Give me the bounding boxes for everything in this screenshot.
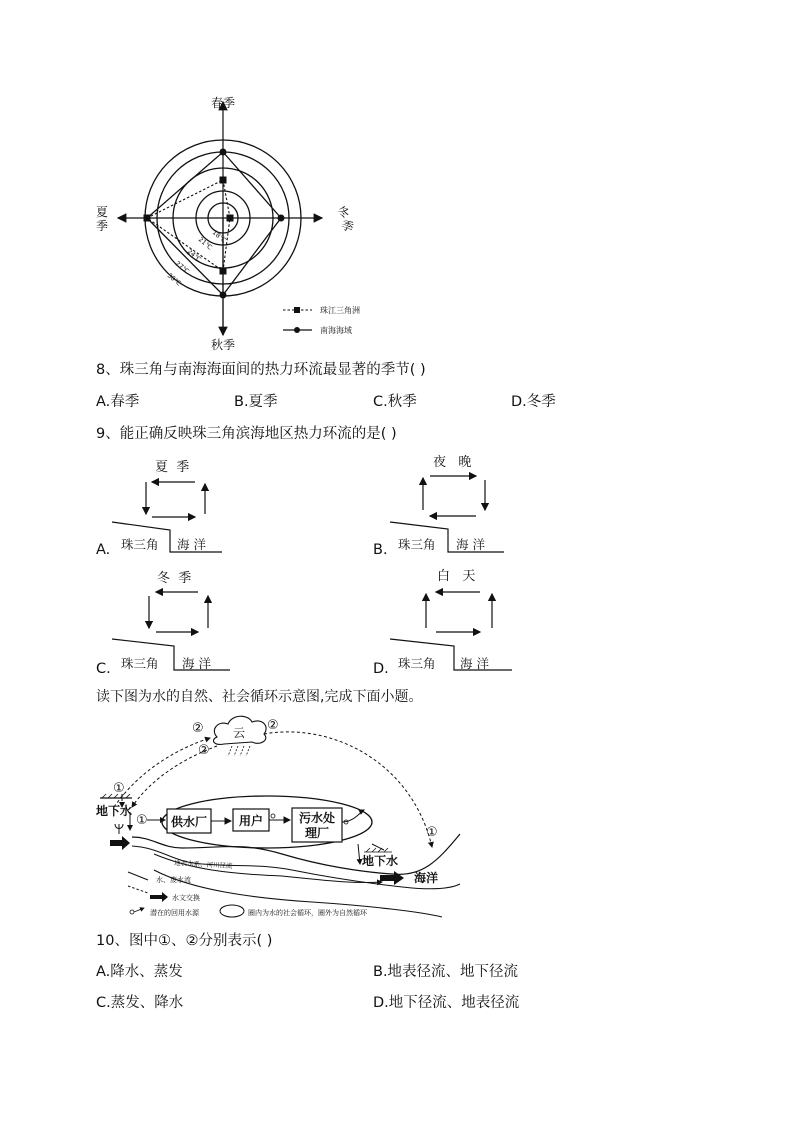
legend-sea-label: 南海海域 bbox=[320, 326, 352, 335]
axis-label-winter-2: 季 bbox=[339, 217, 356, 235]
q9-a-land: 珠三角 bbox=[121, 537, 159, 552]
q9-d-land: 珠三角 bbox=[398, 656, 436, 671]
season-temperature-diagram bbox=[90, 90, 390, 355]
q9-option-c-letter[interactable]: C. bbox=[96, 661, 111, 677]
q9-b-season: 夜 晚 bbox=[433, 455, 472, 470]
sea-point-spring bbox=[220, 149, 227, 156]
axis-label-winter-1: 冬 bbox=[335, 203, 352, 221]
user-label: 用户 bbox=[238, 814, 264, 828]
series-pearl-river-delta bbox=[147, 180, 230, 271]
axis-label-spring: 春季 bbox=[210, 96, 236, 110]
q9-d-sea: 海 洋 bbox=[460, 656, 489, 671]
series-south-china-sea bbox=[147, 152, 281, 295]
q9-c-season: 冬 季 bbox=[157, 571, 192, 586]
question-9-stem: 9、能正确反映珠三角滨海地区热力环流的是( ) bbox=[96, 426, 397, 442]
ring-label-30: 30℃ bbox=[165, 271, 183, 288]
legend-flow-label: 水、废水流 bbox=[156, 876, 191, 884]
q9-a-sea: 海 洋 bbox=[177, 537, 206, 552]
sewage-plant-label-1: 污水处 bbox=[298, 811, 336, 825]
q9-b-sea: 海 洋 bbox=[456, 537, 485, 552]
mark-2-left: ② bbox=[192, 721, 204, 736]
mark-1-left: ① bbox=[113, 781, 125, 796]
legend-delta-marker bbox=[294, 307, 300, 313]
legend-delta-label: 珠江三角洲 bbox=[320, 306, 360, 315]
groundwater-right-label: 地下水 bbox=[362, 854, 399, 868]
ring-label-27: 27℃ bbox=[173, 259, 191, 276]
q9-option-d-letter[interactable]: D. bbox=[373, 661, 389, 677]
river-label: 地表水系、河川径流 bbox=[173, 859, 233, 871]
q8-option-b[interactable]: B.夏季 bbox=[234, 394, 278, 410]
legend-exchange-label: 水文交换 bbox=[172, 894, 200, 902]
sea-point-autumn bbox=[220, 292, 227, 299]
mark-2-right: ② bbox=[267, 718, 279, 733]
q9-a-season: 夏 季 bbox=[155, 460, 190, 475]
axis-label-summer-2: 季 bbox=[95, 219, 109, 233]
sea-point-winter bbox=[278, 215, 285, 222]
q10-option-a[interactable]: A.降水、蒸发 bbox=[96, 964, 183, 980]
reading-intro: 读下图为水的自然、社会循环示意图,完成下面小题。 bbox=[96, 689, 423, 705]
delta-point-autumn bbox=[220, 268, 227, 275]
delta-point-summer bbox=[144, 215, 151, 222]
ocean-label: 海洋 bbox=[414, 871, 439, 885]
delta-point-winter bbox=[227, 215, 234, 222]
mark-2-lower: ② bbox=[198, 743, 210, 758]
q8-option-d[interactable]: D.冬季 bbox=[511, 394, 556, 410]
q9-b-land: 珠三角 bbox=[398, 537, 436, 552]
question-8-stem: 8、珠三角与南海海面间的热力环流最显著的季节( ) bbox=[96, 362, 426, 378]
legend-circle-label: 圈内为水的社会循环，圈外为自然循环 bbox=[248, 909, 367, 917]
groundwater-left-label: 地下水 bbox=[96, 804, 133, 818]
ring-label-21: 21℃ bbox=[196, 235, 214, 252]
hydro-exchange-arrow-left bbox=[110, 836, 130, 850]
axis-label-autumn: 秋季 bbox=[210, 338, 236, 352]
q9-option-b-letter[interactable]: B. bbox=[373, 542, 388, 558]
mark-1-right: ① bbox=[426, 825, 438, 840]
delta-point-spring bbox=[220, 177, 227, 184]
q9-option-a-letter[interactable]: A. bbox=[96, 542, 111, 558]
q9-d-season: 白 天 bbox=[437, 569, 476, 584]
q10-option-b[interactable]: B.地表径流、地下径流 bbox=[373, 964, 519, 980]
sewage-plant-label-2: 理厂 bbox=[304, 826, 330, 840]
q8-option-a[interactable]: A.春季 bbox=[96, 394, 140, 410]
legend-reuse-label: 潜在的回用水源 bbox=[150, 909, 199, 917]
axis-label-summer-1: 夏 bbox=[95, 205, 109, 219]
supply-plant-label: 供水厂 bbox=[170, 815, 208, 829]
q8-option-c[interactable]: C.秋季 bbox=[373, 394, 417, 410]
ring-label-24: 24℃ bbox=[185, 247, 203, 264]
question-10-stem: 10、图中①、②分别表示( ) bbox=[96, 933, 273, 949]
q9-c-land: 珠三角 bbox=[121, 656, 159, 671]
cloud-label: 云 bbox=[232, 726, 246, 740]
q10-option-c[interactable]: C.蒸发、降水 bbox=[96, 995, 184, 1011]
legend-sea-marker bbox=[294, 327, 300, 333]
q9-c-sea: 海 洋 bbox=[182, 656, 211, 671]
water-cycle-diagram bbox=[92, 712, 462, 926]
q10-option-d[interactable]: D.地下径流、地表径流 bbox=[373, 995, 520, 1011]
ring-label-18: 18℃ bbox=[210, 228, 228, 245]
mark-1-supply: ① bbox=[136, 813, 148, 828]
